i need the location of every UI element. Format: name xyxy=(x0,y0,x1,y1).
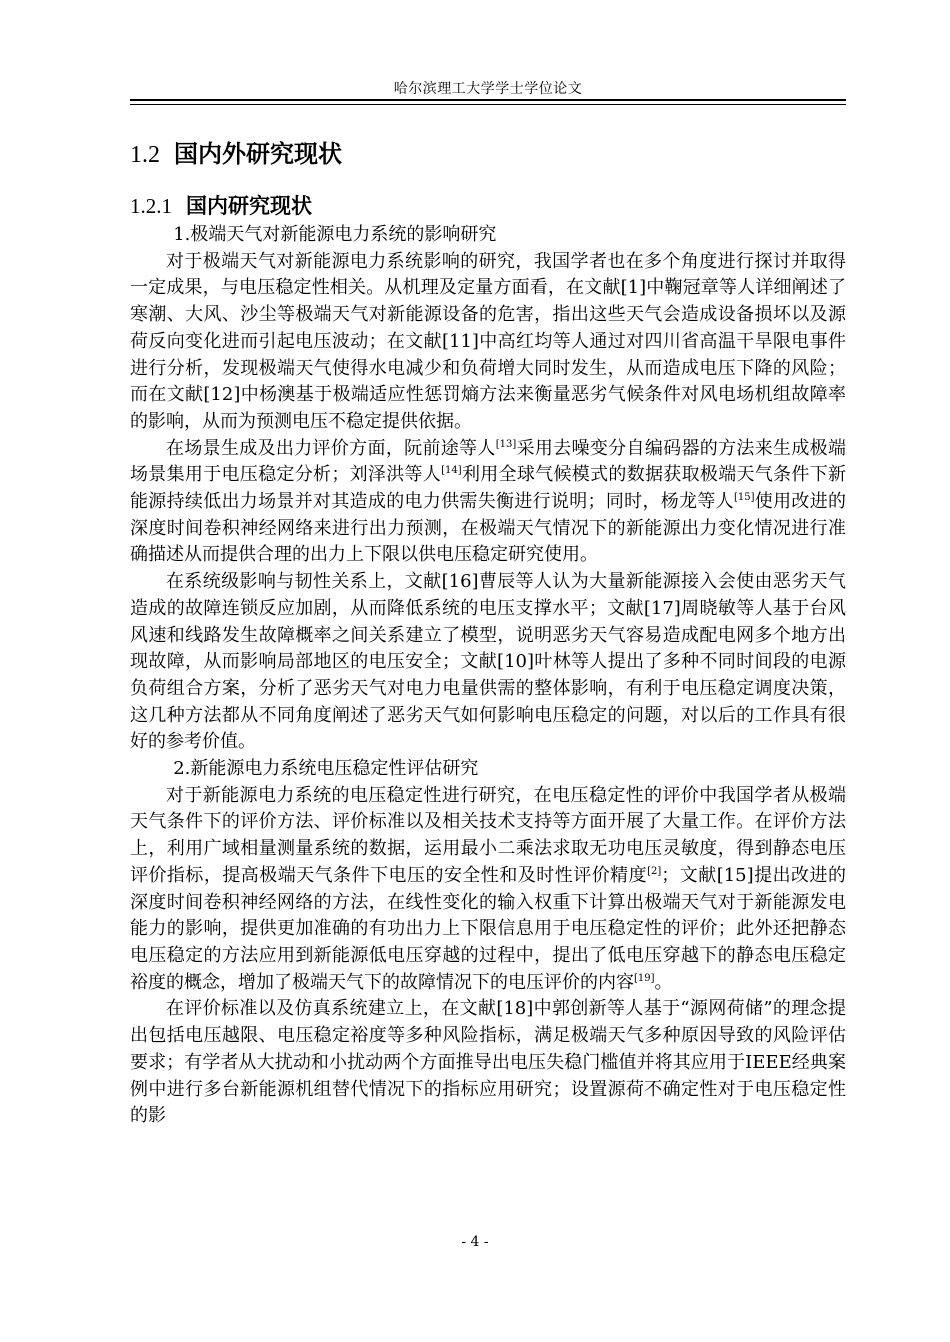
header-rule-thin xyxy=(130,104,846,105)
citation-2: [2] xyxy=(647,865,662,877)
paragraph-4-text-d: 。 xyxy=(654,971,673,993)
citation-14: [14] xyxy=(441,465,462,477)
section-title: 国内外研究现状 xyxy=(174,140,342,168)
paragraph-4-text-b: ；文献[15]提出改进的深度时间卷积神经网络的方法，在线性变化的输入权重下计算出极端天气对于新能源发电能力的影响，提供更加准确的有功出力上下限信息用于电压稳定性的评价；此外还把静态电压稳定的方法应用到新能源低电压穿越的过程中，提出了低电压穿越下的静态电压稳定裕度的概念，增加了极端天气下的故障情况下的电压评价的内容 xyxy=(130,864,846,993)
subsection-heading xyxy=(130,190,312,220)
page-number: - 4 - xyxy=(461,1234,489,1250)
subsection-number: 1.2.1 xyxy=(130,194,172,218)
paragraph-4-text-a: 对于新能源电力系统的电压稳定性进行研究，在电压稳定性的评价中我国学者从极端天气条件下的评价方法、评价标准以及相关技术支持等方面开展了大量工作。在评价方法上，利用广域相量测量系统的数据，运用最小二乘法求取无功电压灵敏度，得到静态电压评价指标，提高极端天气条件下电压的安全性和及时性评价精度 xyxy=(130,784,846,886)
body-text xyxy=(130,222,846,1130)
section-heading xyxy=(130,134,342,169)
citation-13: [13] xyxy=(495,438,517,450)
subheading-2: 2.新能源电力系统电压稳定性评估研究 xyxy=(173,758,479,780)
header-rule-thick xyxy=(130,99,846,101)
running-header: 哈尔滨理工大学学士学位论文 xyxy=(393,81,583,97)
citation-15: [15] xyxy=(733,492,755,504)
paragraph-3: 在系统级影响与韧性关系上，文献[16]曹辰等人认为大量新能源接入会使由恶劣天气造成的故障连锁反应加剧，从而降低系统的电压支撑水平；文献[17]周晓敏等人基于台风风速和线路发生故障概率之间关系建立了模型，说明恶劣天气容易造成配电网多个地方出现故障，从而影响局部地区的电压安全；文献[10]叶林等人提出了多种不同时间段的电源负荷组合方案，分析了恶劣天气对电力电量供需的整体影响，有利于电压稳定调度决策，这几种方法都从不同角度阐述了恶劣天气如何影响电压稳定的问题，对以后的工作具有很好的参考价值。 xyxy=(130,571,846,753)
citation-19: [19] xyxy=(634,972,655,984)
paragraph-2-text-a: 在场景生成及出力评价方面，阮前途等人 xyxy=(166,437,496,459)
paragraph-2-text-d: 利用全球气候模式的数据获取极端天气条件下新能源持续低出力场景并对其造成的电力供需失衡进行说明；同时，杨龙等人 xyxy=(130,464,847,513)
paragraph-4 xyxy=(130,783,846,997)
paragraph-2-text-e: 使用改进的深度时间卷积神经网络来进行出力预测，在极端天气情况下的新能源出力变化情况进行准确描述从而提供合理的出力上下限以供电压稳定研究使用。 xyxy=(130,491,847,566)
paragraph-5: 在评价标准以及仿真系统建立上，在文献[18]中郭创新等人基于“源网荷储”的理念提出包括电压越限、电压稳定裕度等多种风险指标，满足极端天气多种原因导致的风险评估要求；有学者从大扰动和小扰动两个方面推导出电压失稳门槛值并将其应用于IEEE经典案例中进行多台新能源机组替代情况下的指标应用研究；设置源荷不确定性对于电压稳定性的影 xyxy=(130,998,846,1127)
paragraph-2 xyxy=(130,436,846,570)
subsection-title: 国内研究现状 xyxy=(186,194,312,218)
section-number: 1.2 xyxy=(130,142,160,168)
paragraph-2-text-b: 采用去噪变分自编码器的方法来生成极端场景集用于电压稳定分析；刘泽洪等人 xyxy=(130,437,846,486)
paragraph-1: 对于极端天气对新能源电力系统影响的研究，我国学者也在多个角度进行探讨并取得一定成果，与电压稳定性相关。从机理及定量方面看，在文献[1]中鞠冠章等人详细阐述了寒潮、大风、沙尘等极端天气对新能源设备的危害，指出这些天气会造成设备损坏以及源荷反向变化进而引起电压波动；在文献[11]中高红均等人通过对四川省高温干旱限电事件进行分析，发现极端天气使得水电减少和负荷增大同时发生，从而造成电压下降的风险；而在文献[12]中杨澳基于极端适应性惩罚熵方法来衡量恶劣气候条件对风电场机组故障率的影响，从而为预测电压不稳定提供依据。 xyxy=(130,250,846,432)
subheading-1: 1.极端天气对新能源电力系统的影响研究 xyxy=(173,224,497,245)
